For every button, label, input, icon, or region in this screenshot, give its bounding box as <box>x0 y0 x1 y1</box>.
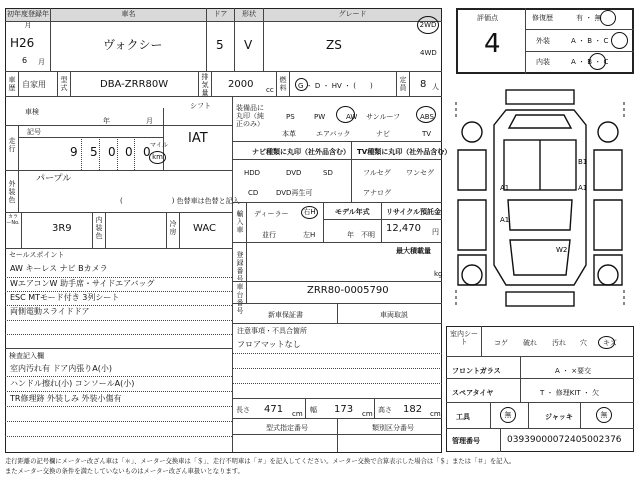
doors: 5 <box>216 38 224 52</box>
width-cm: cm <box>362 410 373 418</box>
tv-oneseg: ワンセグ <box>406 169 434 177</box>
width-value: 173 <box>334 404 354 415</box>
fuel-circle <box>295 78 308 91</box>
sales-line-4: 両側電動スライドドア <box>10 307 90 316</box>
diagram-b1-right: B1 <box>578 158 588 166</box>
color-change-note: ( ) 色替車は色替と記入 <box>120 197 240 205</box>
jack-label: ジャッキ <box>545 413 573 421</box>
height-value: 182 <box>403 404 423 415</box>
tv-title: TV種類に丸印（社外品含む） <box>357 148 452 156</box>
mgmt-number: 03939000072405002376 <box>507 435 622 445</box>
sheet-label: 室内シート <box>450 330 478 346</box>
diagram-a1-left-2: A1 <box>500 216 510 224</box>
sales-line-3: ESC MTモード付き 3列シート <box>10 293 120 302</box>
equipment-item: PW <box>314 113 326 121</box>
equipment-item: PS <box>286 113 295 121</box>
height-cm: cm <box>430 410 441 418</box>
recycle-yen: 円 <box>432 228 439 236</box>
exterior-eval-circle <box>611 32 628 49</box>
class-label: 類別区分番号 <box>372 424 414 432</box>
equipment-label: 装備品に丸印（純正のみ） <box>236 104 264 128</box>
length-cm: cm <box>292 410 303 418</box>
repair-options: 有 ・ 無 <box>576 14 602 22</box>
mileage-digit: 0 <box>108 145 116 159</box>
interior-eval-circle <box>589 53 606 70</box>
interior-eval-options: A ・ B ・ C <box>571 58 609 66</box>
displacement-label: 排気量 <box>201 73 209 97</box>
exterior-value: パープル <box>36 174 72 184</box>
interior-label: 内装色 <box>95 216 103 240</box>
door-label: ドア <box>207 9 234 21</box>
color-no-label: カラーNo. <box>6 214 20 226</box>
import-parallel: 並行 <box>262 231 276 239</box>
capacity-label: 定員 <box>399 76 407 92</box>
nav-hdd: HDD <box>244 169 261 177</box>
color-no: 3R9 <box>52 223 72 234</box>
model-year-label: モデル年式 <box>335 208 370 216</box>
diagram-a1-left: A1 <box>500 184 510 192</box>
name-label: 車名 <box>51 9 206 21</box>
import-left: 左H <box>303 231 316 239</box>
inspector-line-1: 室内汚れ有 ドア内張りA(小) <box>10 364 113 373</box>
max-load-label: 最大積載量 <box>396 247 431 255</box>
abs-circle <box>416 106 436 123</box>
inspector-label: 検査記入欄 <box>9 352 44 360</box>
sales-line-2: WエアコンW 助手席・サイドエアバッグ <box>10 279 155 288</box>
sheet-circle <box>598 336 615 349</box>
exterior-label: 外装色 <box>8 180 16 204</box>
fuel-label: 燃料 <box>279 76 287 92</box>
sheet-item: 穴 <box>580 339 587 347</box>
length-value: 471 <box>264 404 284 415</box>
month-unit: 月 <box>38 58 45 66</box>
tv-analog: アナログ <box>363 189 391 197</box>
nav-sd: SD <box>323 169 333 177</box>
jack-circle: 無 <box>596 407 612 423</box>
import-dealer: ディーラー <box>254 210 289 218</box>
use-label: 車歴 <box>8 76 16 92</box>
exterior-eval-options: A ・ B ・ C <box>571 37 609 45</box>
equipment-item: TV <box>422 130 432 138</box>
sheet-item: 破れ <box>523 339 537 347</box>
tv-fullseg: フルセグ <box>363 169 391 177</box>
shape-label: 形状 <box>235 9 263 21</box>
sheet-item: 汚れ <box>552 339 566 347</box>
repair-circle <box>600 10 616 26</box>
car-name: ヴォクシー <box>103 38 163 52</box>
shape: V <box>244 38 253 52</box>
aw-circle <box>336 106 358 123</box>
equipment-item: AW <box>346 113 358 121</box>
new-warranty-label: 新車保証書 <box>268 311 303 319</box>
recycle-label: リサイクル預託金 <box>386 208 442 216</box>
equipment-item: ナビ <box>376 130 390 138</box>
use-value: 自家用 <box>22 80 46 89</box>
diagram-a1-right: A1 <box>578 184 588 192</box>
shift-label: シフト <box>190 102 211 110</box>
ac-value: WAC <box>193 223 216 234</box>
mileage-digit: 0 <box>125 145 133 159</box>
chassis-label: 車台番号 <box>236 283 244 315</box>
width-label: 幅 <box>310 406 317 414</box>
sheet-item: キズ <box>603 339 617 347</box>
reg-year: H26 <box>10 36 35 50</box>
shift-value: IAT <box>188 131 208 146</box>
tool-circle: 無 <box>500 407 516 423</box>
diagram-w2: W2 <box>556 246 568 254</box>
interior-eval-label: 内装 <box>536 58 550 66</box>
ac-label: 冷房 <box>169 220 177 236</box>
nav-dvd: DVD <box>286 169 302 177</box>
model-year-value: 年 不明 <box>347 231 375 239</box>
spare-label: スペアタイヤ <box>452 389 494 397</box>
length-label: 長さ <box>236 406 250 414</box>
capacity-unit: 人 <box>432 83 439 91</box>
mgmt-label: 管理番号 <box>452 437 480 445</box>
type-label: 型式指定番号 <box>266 424 308 432</box>
import-label: 輸入車 <box>236 210 244 234</box>
equipment-item: ABS <box>420 113 434 121</box>
grade: ZS <box>326 38 342 52</box>
front-glass-value: A ・ ×要交 <box>555 367 592 375</box>
car-diagram <box>446 80 634 320</box>
mileage-digit: 0 <box>143 145 151 159</box>
capacity: 8 <box>420 79 427 90</box>
reg-no-label: 登録番号 <box>236 251 244 283</box>
displacement: 2000 <box>228 79 254 90</box>
sales-line-1: AW キーレス ナビ Bカメラ <box>10 264 108 273</box>
cc-unit: cc <box>266 86 274 94</box>
recycle-value: 12,470 <box>386 223 421 234</box>
repair-label: 修復歴 <box>532 14 553 22</box>
notes-text: フロアマットなし <box>237 340 301 349</box>
mileage-digit: 5 <box>90 145 98 159</box>
inspection-month: 月 <box>146 117 153 125</box>
footer-line-2: またメーター交換の条件を満たしていないものはメーター改ざん車扱いとなります。 <box>5 468 244 475</box>
model-label: 型式 <box>60 76 68 92</box>
import-right-circle: 右H <box>301 206 318 219</box>
fuel-options: G ・ D ・ HV ・ ( ) <box>298 82 373 90</box>
nav-cd: CD <box>248 189 259 197</box>
footer-line-1: 走行距離の記号欄にメーター改ざん車は「＊」、メーター交換車は「＄」、走行不明車は「＃」を記入してください。メーター交換で合算表示した場合は「＄」または「＃」を記入。 <box>5 458 516 465</box>
reg-month: 6 <box>22 56 28 65</box>
score-label: 評価点 <box>477 14 498 22</box>
kg-unit: kg <box>434 270 443 278</box>
equipment-item: エアバック <box>316 130 351 138</box>
inspection-label: 車検 <box>25 108 39 116</box>
manual-label: 車両取説 <box>380 311 408 319</box>
height-label: 高さ <box>378 406 392 414</box>
nav-dvd-play: DVD再生可 <box>276 189 313 197</box>
inspector-line-2: ハンドル擦れ(小) コンソールA(小) <box>10 379 135 388</box>
equipment-item: 本革 <box>282 130 296 138</box>
sales-label: セールスポイント <box>9 251 65 259</box>
twd-circle: 2WD <box>417 16 439 34</box>
fwd-label: 4WD <box>420 49 437 57</box>
tool-label: 工具 <box>456 413 470 421</box>
score-value: 4 <box>484 29 501 59</box>
model-value: DBA-ZRR80W <box>100 79 169 90</box>
record-label: 記号 <box>27 128 41 136</box>
front-glass-label: フロントガラス <box>452 367 501 375</box>
mileage-digit: 9 <box>70 145 78 159</box>
sheet-item: コゲ <box>494 339 508 347</box>
notes-label: 注意事項・不具合箇所 <box>237 327 307 335</box>
nav-title: ナビ種類に丸印（社外品含む） <box>252 148 350 156</box>
equipment-item: サンルーフ <box>366 113 401 121</box>
exterior-eval-label: 外装 <box>536 37 550 45</box>
km-circle: km <box>149 151 166 164</box>
chassis-value: ZRR80-0005790 <box>307 285 389 296</box>
grade-label: グレード <box>264 9 441 21</box>
spare-value: T ・ 修理KIT ・ 欠 <box>540 389 600 397</box>
reg-label: 初年度登録年月 <box>7 10 49 29</box>
inspection-year: 年 <box>103 117 110 125</box>
mileage-label: 走行 <box>8 137 16 153</box>
mile-label: マイル <box>150 142 168 149</box>
inspector-line-3: TR修理跡 外装しみ 外装小傷有 <box>10 394 122 403</box>
